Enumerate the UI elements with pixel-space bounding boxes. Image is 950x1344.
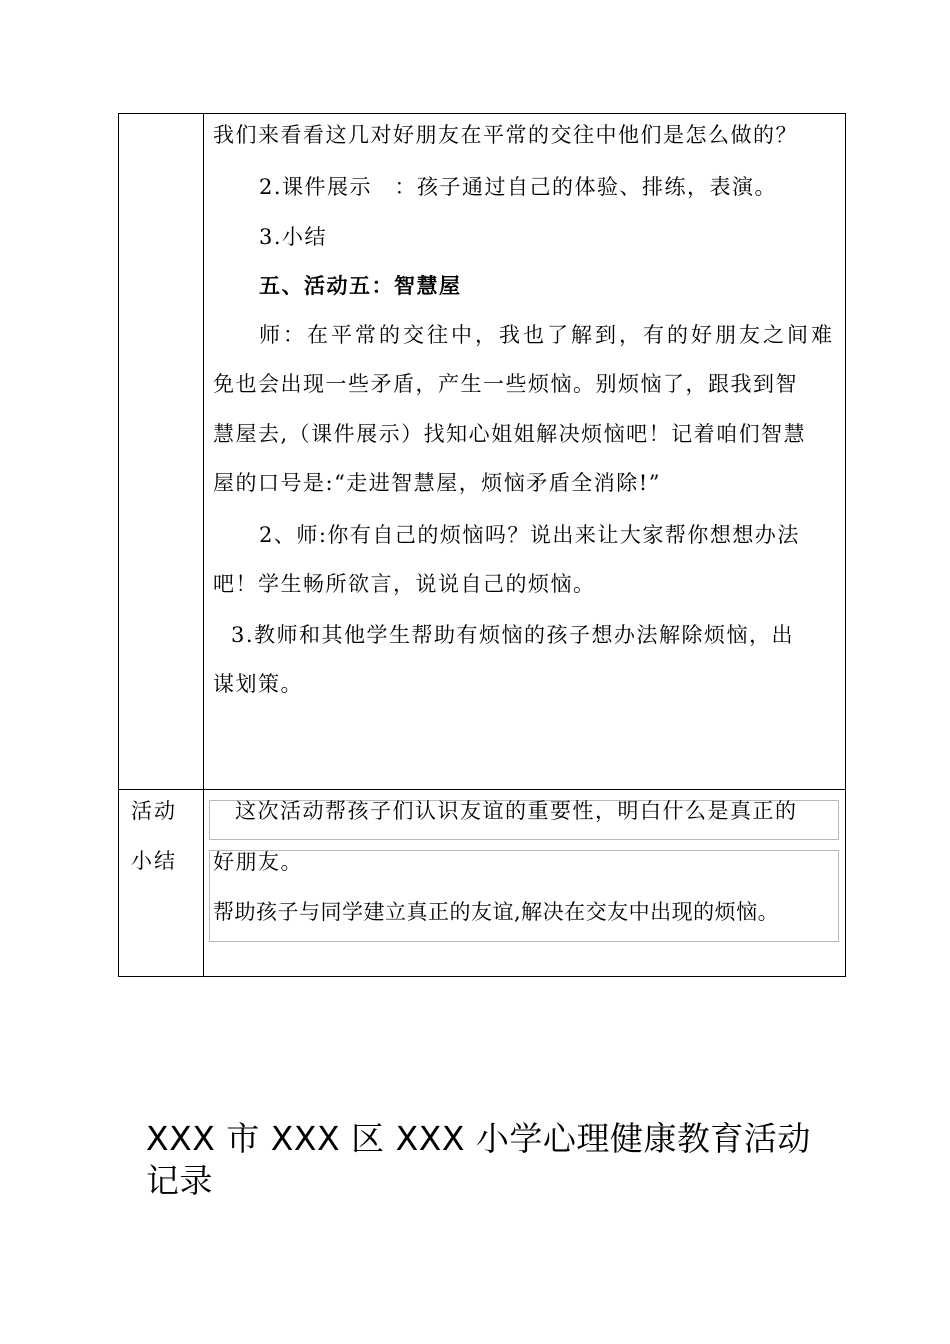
summary-line: 这次活动帮孩子们认识友谊的重要性，明白什么是真正的 — [235, 799, 798, 823]
content-line: 2、师:你有自己的烦恼吗？说出来让大家帮你想想办法 — [259, 523, 800, 547]
summary-line: 帮助孩子与同学建立真正的友谊,解决在交友中出现的烦恼。 — [213, 900, 780, 924]
section-heading: 五、活动五：智慧屋 — [259, 273, 462, 298]
content-line: 免也会出现一些矛盾，产生一些烦恼。别烦恼了，跟我到智 — [213, 372, 798, 396]
summary-label: 活动 — [131, 799, 177, 823]
content-line: 3.小结 — [259, 225, 328, 249]
summary-label: 小结 — [131, 849, 177, 873]
activity-record-table — [118, 113, 846, 977]
summary-line: 好朋友。 — [213, 850, 303, 874]
content-line: 3.教师和其他学生帮助有烦恼的孩子想办法解除烦恼，出 — [231, 623, 795, 647]
content-line: 谋划策。 — [213, 672, 303, 696]
content-line: 2.课件展示 ：孩子通过自己的体验、排练，表演。 — [259, 175, 778, 199]
label-column-divider — [203, 114, 204, 976]
content-line: 屋的口号是:“走进智慧屋，烦恼矛盾全消除!” — [213, 471, 661, 495]
document-title: XXX 市 XXX 区 XXX 小学心理健康教育活动记录 — [146, 1119, 811, 1200]
content-line: 师：在平常的交往中，我也了解到，有的好朋友之间难 — [259, 323, 835, 347]
content-line: 慧屋去,（课件展示）找知心姐姐解决烦恼吧！记着咱们智慧 — [213, 422, 807, 446]
row-divider — [119, 789, 845, 790]
content-line: 我们来看看这几对好朋友在平常的交往中他们是怎么做的？ — [213, 123, 798, 147]
content-line: 吧！学生畅所欲言，说说自己的烦恼。 — [213, 572, 596, 596]
summary-box — [209, 850, 839, 942]
